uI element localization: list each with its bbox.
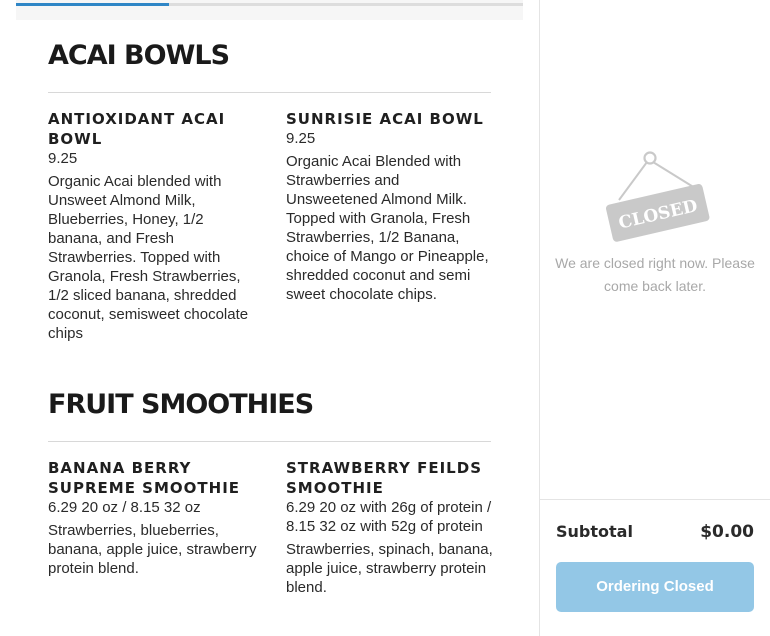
menu-item[interactable] (48, 109, 258, 343)
item-price: 9.25 (286, 130, 316, 147)
menu-item[interactable] (286, 458, 494, 597)
closed-sign-text: CLOSED (616, 196, 700, 234)
section-title: FRUIT SMOOTHIES (48, 389, 314, 420)
item-description: Organic Acai blended with Unsweet Almond Milk, Blueberries, Honey, 1/2 banana, and Fresh Strawberries. Topped with Granola, Fresh Strawberries, 1/2 sliced banana, shredded coconut, semisweet chocolate chips (48, 173, 249, 342)
subtotal-label: Subtotal (556, 522, 633, 541)
ordering-closed-button[interactable]: Ordering Closed (556, 562, 754, 612)
cart-divider (540, 499, 770, 500)
item-name: ANTIOXIDANT ACAI BOWL (48, 110, 226, 148)
item-price: 9.25 (48, 150, 78, 167)
item-name: SUNRISIE ACAI BOWL (286, 110, 484, 128)
item-name: STRAWBERRY FEILDS SMOOTHIE (286, 459, 482, 497)
closed-sign-icon (605, 150, 710, 245)
active-tab-indicator[interactable] (16, 3, 169, 6)
section-divider (48, 92, 491, 93)
item-name: BANANA BERRY SUPREME SMOOTHIE (48, 459, 241, 497)
menu-item[interactable] (286, 109, 491, 304)
closed-message: We are closed right now. Please come back later. (555, 255, 755, 294)
section-divider (48, 441, 491, 442)
item-description: Organic Acai Blended with Strawberries and Unsweetened Almond Milk. Topped with Granola, Fresh Strawberries, 1/2 Banana, choice of Mango or Pineapple, shredded coconut and semi sweet chocolate chips. (286, 153, 489, 303)
item-price: 6.29 20 oz / 8.15 32 oz (48, 499, 201, 516)
menu-tab-bar (16, 0, 523, 20)
subtotal-value: $0.00 (700, 522, 754, 542)
closed-status-area (540, 0, 770, 499)
menu-item[interactable] (48, 458, 258, 578)
item-description: Strawberries, spinach, banana, apple juice, strawberry protein blend. (286, 541, 493, 596)
item-price: 6.29 20 oz with 26g of protein / 8.15 32 oz with 52g of protein (286, 499, 492, 535)
item-description: Strawberries, blueberries, banana, apple juice, strawberry protein blend. (48, 522, 257, 577)
section-title: ACAI BOWLS (48, 40, 230, 71)
